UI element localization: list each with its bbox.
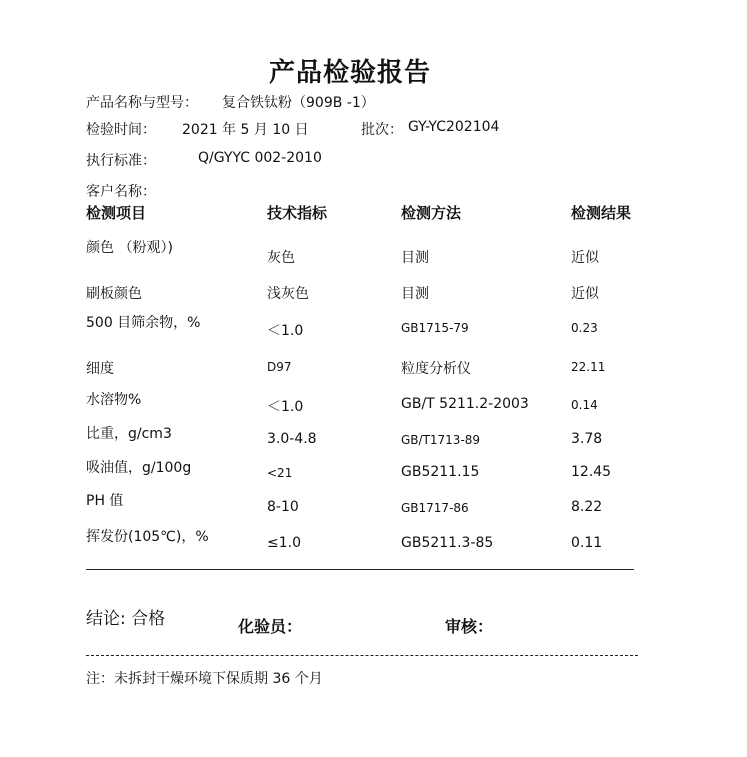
table-cell-method: 粒度分析仪 bbox=[401, 361, 471, 377]
table-cell-method: GB5211.3-85 bbox=[401, 535, 494, 551]
table-cell-result: 8.22 bbox=[571, 499, 603, 515]
table-cell-method: 目测 bbox=[401, 250, 429, 266]
shelf-life-note: 注：未拆封干燥环境下保质期 36 个月 bbox=[86, 671, 323, 687]
table-cell-spec: 灰色 bbox=[267, 250, 295, 266]
product-value: 复合铁钛粉（909B -1） bbox=[222, 95, 375, 111]
header-method: 检测方法 bbox=[401, 204, 462, 222]
table-cell-method: GB5211.15 bbox=[401, 464, 480, 480]
table-cell-item: PH 值 bbox=[86, 493, 124, 509]
table-cell-spec: D97 bbox=[267, 360, 292, 374]
reviewer-label: 审核： bbox=[445, 617, 494, 636]
batch-label: 批次： bbox=[361, 122, 403, 138]
table-cell-item: 挥发份(105℃)，% bbox=[86, 529, 209, 545]
table-cell-item: 水溶物% bbox=[86, 392, 142, 408]
table-cell-item: 刷板颜色 bbox=[86, 286, 142, 302]
table-cell-result: 近似 bbox=[571, 250, 599, 266]
table-cell-result: 22.11 bbox=[571, 360, 606, 374]
header-spec: 技术指标 bbox=[267, 204, 328, 222]
table-cell-method: 目测 bbox=[401, 286, 429, 302]
table-cell-method: GB1717-86 bbox=[401, 501, 469, 515]
header-item: 检测项目 bbox=[86, 204, 147, 222]
standard-label: 执行标准： bbox=[86, 153, 156, 169]
table-cell-item: 颜色 （粉观）) bbox=[86, 240, 173, 256]
table-cell-result: 近似 bbox=[571, 286, 599, 302]
table-cell-method: GB/T 5211.2-2003 bbox=[401, 396, 529, 412]
inspector-label: 化验员： bbox=[238, 617, 303, 636]
table-cell-item: 吸油值，g/100g bbox=[86, 460, 192, 476]
report-title: 产品检验报告 bbox=[268, 58, 431, 88]
table-cell-spec: 3.0-4.8 bbox=[267, 431, 317, 447]
table-cell-spec: ＜1.0 bbox=[267, 399, 304, 415]
dashed-divider bbox=[86, 655, 638, 656]
table-cell-spec: ＜1.0 bbox=[267, 323, 304, 339]
table-cell-item: 细度 bbox=[86, 361, 114, 377]
table-cell-method: GB1715-79 bbox=[401, 321, 469, 335]
table-cell-item: 比重，g/cm3 bbox=[86, 426, 172, 442]
table-cell-item: 500 目筛余物，% bbox=[86, 315, 201, 331]
table-bottom-rule bbox=[86, 569, 634, 570]
standard-value: Q/GYYC 002-2010 bbox=[198, 150, 322, 166]
conclusion: 结论: 合格 bbox=[86, 609, 166, 629]
table-cell-method: GB/T1713-89 bbox=[401, 433, 481, 447]
inspection-time-label: 检验时间： bbox=[86, 122, 156, 138]
table-cell-result: 0.11 bbox=[571, 535, 603, 551]
product-label: 产品名称与型号： bbox=[86, 95, 198, 111]
customer-label: 客户名称： bbox=[86, 184, 156, 200]
table-cell-spec: 8-10 bbox=[267, 499, 299, 515]
table-cell-result: 0.14 bbox=[571, 398, 598, 412]
table-cell-result: 12.45 bbox=[571, 464, 612, 480]
header-result: 检测结果 bbox=[571, 204, 632, 222]
table-cell-spec: <21 bbox=[267, 466, 293, 480]
table-cell-result: 0.23 bbox=[571, 321, 598, 335]
inspection-time-value: 2021 年 5 月 10 日 bbox=[182, 122, 309, 138]
table-cell-spec: ≤1.0 bbox=[267, 535, 301, 551]
table-cell-spec: 浅灰色 bbox=[267, 286, 309, 302]
table-cell-result: 3.78 bbox=[571, 431, 603, 447]
batch-value: GY-YC202104 bbox=[408, 119, 500, 135]
